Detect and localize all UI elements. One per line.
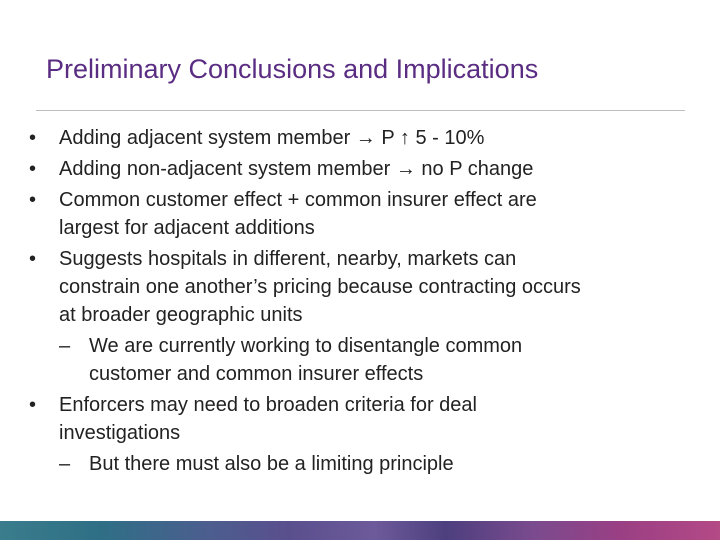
bullet-marker: • <box>29 158 37 180</box>
bullet-marker: • <box>29 394 37 416</box>
sub-bullet-item <box>0 332 720 388</box>
sub-bullet-marker: – <box>59 335 71 357</box>
sub-bullet-text: We are currently working to disentangle common <box>89 335 523 357</box>
bullet-item <box>0 391 720 447</box>
bullet-text: constrain one another’s pricing because contracting occurs <box>59 276 581 298</box>
bullet-text: at broader geographic units <box>59 304 303 326</box>
bullet-item <box>0 186 720 242</box>
sub-bullet-text: customer and common insurer effects <box>89 363 424 385</box>
bullet-item <box>0 155 720 183</box>
decorative-footer-band <box>0 521 720 540</box>
bullet-marker: • <box>29 127 37 149</box>
title-divider <box>36 110 685 111</box>
bullet-item <box>0 124 720 152</box>
bullet-text: Adding non-adjacent system member → no P change <box>59 158 534 180</box>
bullet-marker: • <box>29 189 37 211</box>
sub-bullet-text: But there must also be a limiting principle <box>89 453 454 475</box>
bullet-text: Common customer effect + common insurer effect are <box>59 189 537 211</box>
bullet-item <box>0 245 720 329</box>
slide-title: Preliminary Conclusions and Implications <box>46 54 539 84</box>
bullet-marker: • <box>29 248 37 270</box>
bullet-text: Suggests hospitals in different, nearby, markets can <box>59 248 517 270</box>
bullet-text: largest for adjacent additions <box>59 217 315 239</box>
bullet-list <box>0 124 720 481</box>
bullet-text: Enforcers may need to broaden criteria for deal <box>59 394 477 416</box>
sub-bullet-marker: – <box>59 453 71 475</box>
bullet-text: Adding adjacent system member → P ↑ 5 - 10% <box>59 127 485 149</box>
bullet-text: investigations <box>59 422 181 444</box>
sub-bullet-item <box>0 450 720 478</box>
